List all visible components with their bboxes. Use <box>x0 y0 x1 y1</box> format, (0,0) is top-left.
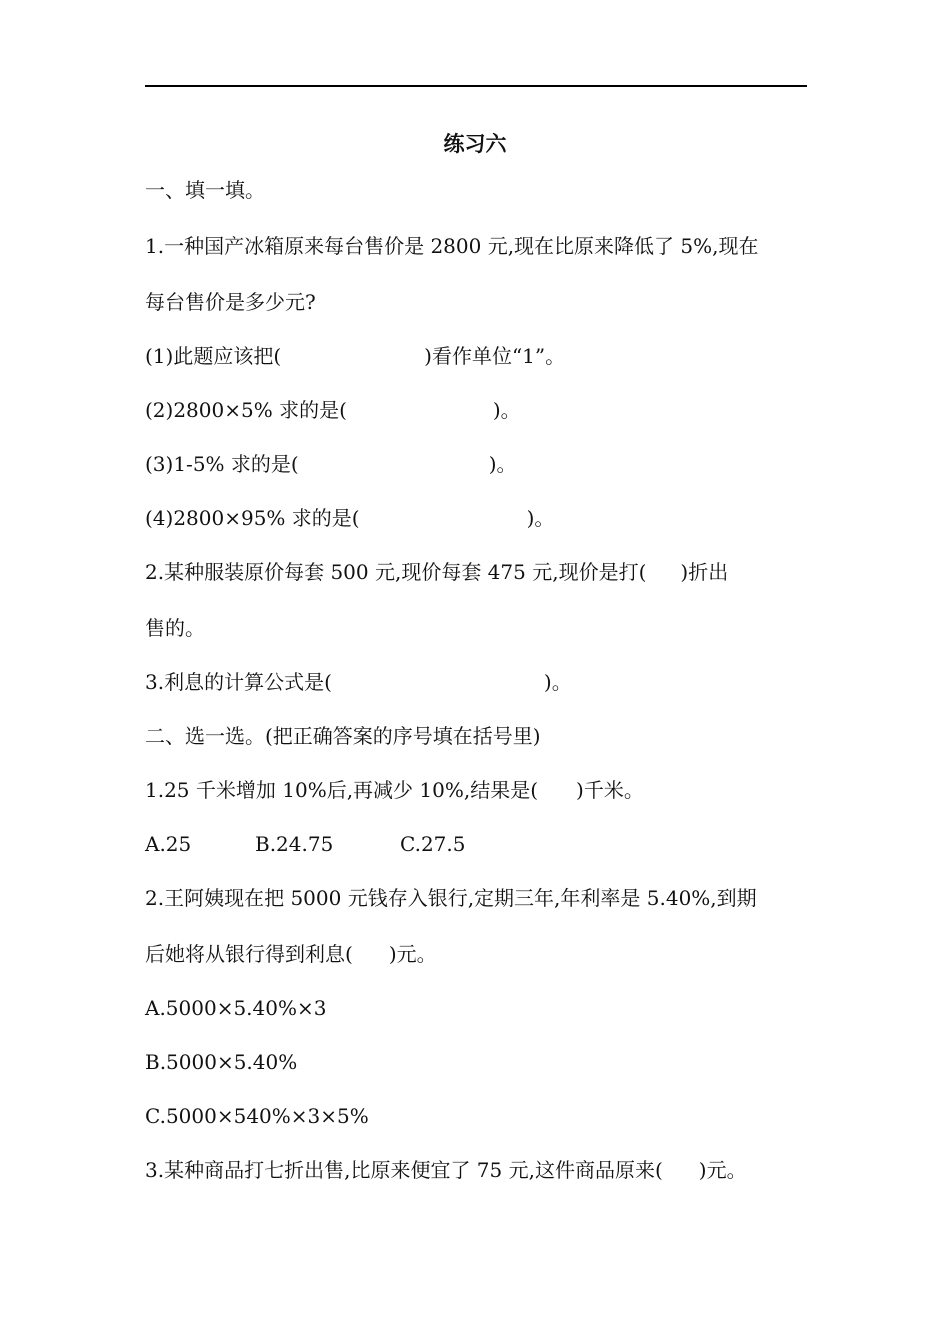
s1-q2-line2: 售的。 <box>145 616 205 640</box>
s2q2-text-b: )元。 <box>388 942 437 966</box>
sub3-text-b: )。 <box>488 452 517 476</box>
s1-q2-line1 <box>145 560 728 584</box>
s1-q1-sub2 <box>145 398 521 422</box>
s2-q3 <box>145 1158 747 1182</box>
option-c[interactable]: C.27.5 <box>400 832 466 856</box>
s2-q2-line1: 2.王阿姨现在把 5000 元钱存入银行,定期三年,年利率是 5.40%,到期 <box>145 886 757 910</box>
s2q2-text-a: 后她将从银行得到利息( <box>145 942 353 966</box>
s2-q2-option-b[interactable]: B.5000×5.40% <box>145 1050 298 1074</box>
s1-q1-sub4 <box>145 506 554 530</box>
header-rule <box>145 85 807 87</box>
s2q3-text-b: )元。 <box>698 1158 747 1182</box>
page-title: 练习六 <box>443 131 507 156</box>
q3-text-b: )。 <box>543 670 572 694</box>
s2-q2-option-a[interactable]: A.5000×5.40%×3 <box>145 996 327 1020</box>
option-a[interactable]: A.25 <box>145 832 192 856</box>
s2-q1-options <box>145 832 465 856</box>
sub3-text-a: (3)1-5% 求的是( <box>145 452 299 476</box>
s1-q1-line2: 每台售价是多少元? <box>145 290 316 314</box>
section-1-heading: 一、填一填。 <box>145 178 265 202</box>
sub2-text-b: )。 <box>492 398 521 422</box>
sub2-text-a: (2)2800×5% 求的是( <box>145 398 347 422</box>
s2-q2-line2 <box>145 942 437 966</box>
s1-q1-sub3 <box>145 452 517 476</box>
option-b[interactable]: B.24.75 <box>255 832 334 856</box>
section-2-heading: 二、选一选。(把正确答案的序号填在括号里) <box>145 724 541 748</box>
q3-text-a: 3.利息的计算公式是( <box>145 670 332 694</box>
s2q1-text-b: )千米。 <box>576 778 644 802</box>
s1-q1-sub1 <box>145 344 565 368</box>
q2-text-b: )折出 <box>680 560 729 584</box>
s2q1-text-a: 1.25 千米增加 10%后,再减少 10%,结果是( <box>145 778 539 802</box>
sub1-text-b: )看作单位“1”。 <box>424 344 566 368</box>
sub4-text-b: )。 <box>526 506 555 530</box>
s2-q1 <box>145 778 644 802</box>
q2-text-a: 2.某种服装原价每套 500 元,现价每套 475 元,现价是打( <box>145 560 647 584</box>
sub1-text-a: (1)此题应该把( <box>145 344 282 368</box>
s1-q1-line1: 1.一种国产冰箱原来每台售价是 2800 元,现在比原来降低了 5%,现在 <box>145 234 759 258</box>
s1-q3 <box>145 670 572 694</box>
sub4-text-a: (4)2800×95% 求的是( <box>145 506 360 530</box>
s2-q2-option-c[interactable]: C.5000×540%×3×5% <box>145 1104 369 1128</box>
s2q3-text-a: 3.某种商品打七折出售,比原来便宜了 75 元,这件商品原来( <box>145 1158 663 1182</box>
